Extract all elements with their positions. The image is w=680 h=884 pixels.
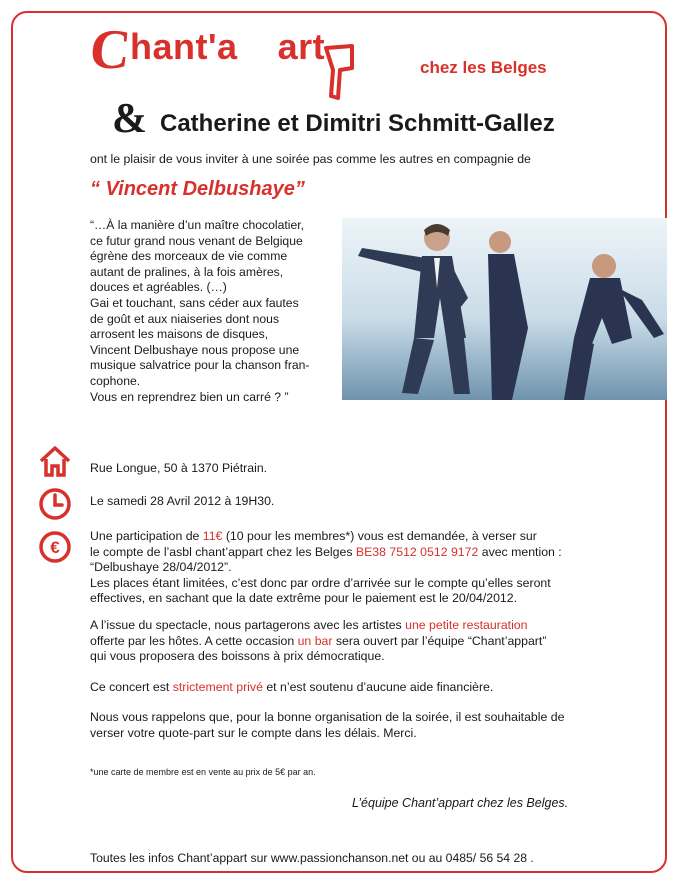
price: 11€: [202, 529, 223, 543]
reminder: [90, 710, 620, 741]
payment-text: Une participation de: [90, 529, 203, 543]
logo-letter-c: C: [86, 19, 134, 81]
quote-line: égrène des morceaux de vie comme: [90, 249, 288, 264]
concert-info: [90, 680, 493, 696]
quote-line: Vincent Delbushaye nous propose une: [90, 342, 300, 357]
logo-hant: hant'a: [130, 26, 238, 67]
concert-text: Ce concert est: [90, 680, 173, 694]
payment-text: le compte de l’asbl chant’appart chez les Belges: [90, 544, 356, 559]
quote-line: arrosent les maisons de disques,: [90, 327, 269, 342]
reminder-line: verser votre quote-part sur le compte dans les délais. Merci.: [90, 725, 417, 740]
home-icon: [38, 444, 72, 478]
artist-name: “ Vincent Delbushaye”: [90, 178, 305, 200]
restauration: une petite restauration: [405, 618, 528, 632]
contact-line: Toutes les infos Chant’appart sur www.passionchanson.net ou au 0485/ 56 54 28 .: [90, 851, 534, 865]
private-label: strictement privé: [172, 680, 263, 694]
press-quote: [90, 218, 342, 405]
quote-line: douces et agréables. (…): [90, 280, 227, 295]
concert-text: et n’est soutenu d’aucune aide financière.: [262, 680, 494, 694]
page-border: [11, 11, 667, 873]
euro-icon: [38, 530, 72, 564]
quote-line: autant de pralines, à la fois amères,: [90, 264, 284, 279]
payment-deadline: effectives, en sachant que la date extrême pour le paiement est le 20/04/2012.: [90, 591, 518, 606]
quote-line: cophone.: [90, 373, 141, 388]
quote-line: Vous en reprendrez bien un carré ? ”: [90, 389, 289, 404]
after-text: sera ouvert par l’équipe “Chant’appart”: [332, 633, 547, 648]
quote-line: ce futur grand nous venant de Belgique: [90, 233, 303, 248]
quote-line: Gai et touchant, sans céder aux fautes: [90, 295, 299, 310]
clock-icon: [38, 487, 72, 521]
payment-text: avec mention :: [478, 544, 562, 559]
quote-line: “…À la manière d’un maître chocolatier,: [90, 218, 305, 232]
after-show-info: [90, 618, 610, 665]
footnote: *une carte de membre est en vente au prix de 5€ par an.: [90, 767, 316, 777]
reminder-line: Nous vous rappelons que, pour la bonne organisation de la soirée, il est souhaitable de: [90, 710, 565, 724]
bar: un bar: [297, 633, 333, 648]
address: Rue Longue, 50 à 1370 Piétrain.: [90, 461, 268, 475]
after-text: qui vous proposera des boissons à prix démocratique.: [90, 649, 385, 664]
payment-text: (10 pour les membres*) vous est demandée, à verser sur: [222, 529, 537, 543]
payment-mention: “Delbushaye 28/04/2012”.: [90, 560, 232, 575]
logo-wordmark: [130, 26, 326, 67]
hosts-names: Catherine et Dimitri Schmitt-Gallez: [160, 110, 555, 137]
ampersand: &: [112, 96, 147, 142]
after-text: A l’issue du spectacle, nous partagerons avec les artistes: [90, 618, 406, 632]
logo-art: art: [277, 26, 326, 67]
artist-photo: [342, 218, 667, 400]
logo-p-glyph: [322, 42, 358, 102]
payment-info: [90, 529, 610, 607]
logo-subtitle: chez les Belges: [420, 58, 547, 77]
invitation-line: ont le plaisir de vous inviter à une soirée pas comme les autres en compagnie de: [90, 152, 531, 166]
payment-text: Les places étant limitées, c’est donc par ordre d’arrivée sur le compte qu’elles seront: [90, 575, 551, 590]
quote-line: de goût et aux niaiseries dont nous: [90, 311, 280, 326]
after-text: offerte par les hôtes. A cette occasion: [90, 633, 298, 648]
bank-account: BE38 7512 0512 9172: [355, 544, 479, 559]
signature: L’équipe Chant’appart chez les Belges.: [352, 796, 569, 810]
event-datetime: Le samedi 28 Avril 2012 à 19H30.: [90, 494, 275, 508]
svg-text:€: €: [50, 538, 60, 557]
quote-line: musique salvatrice pour la chanson fran-: [90, 358, 310, 373]
